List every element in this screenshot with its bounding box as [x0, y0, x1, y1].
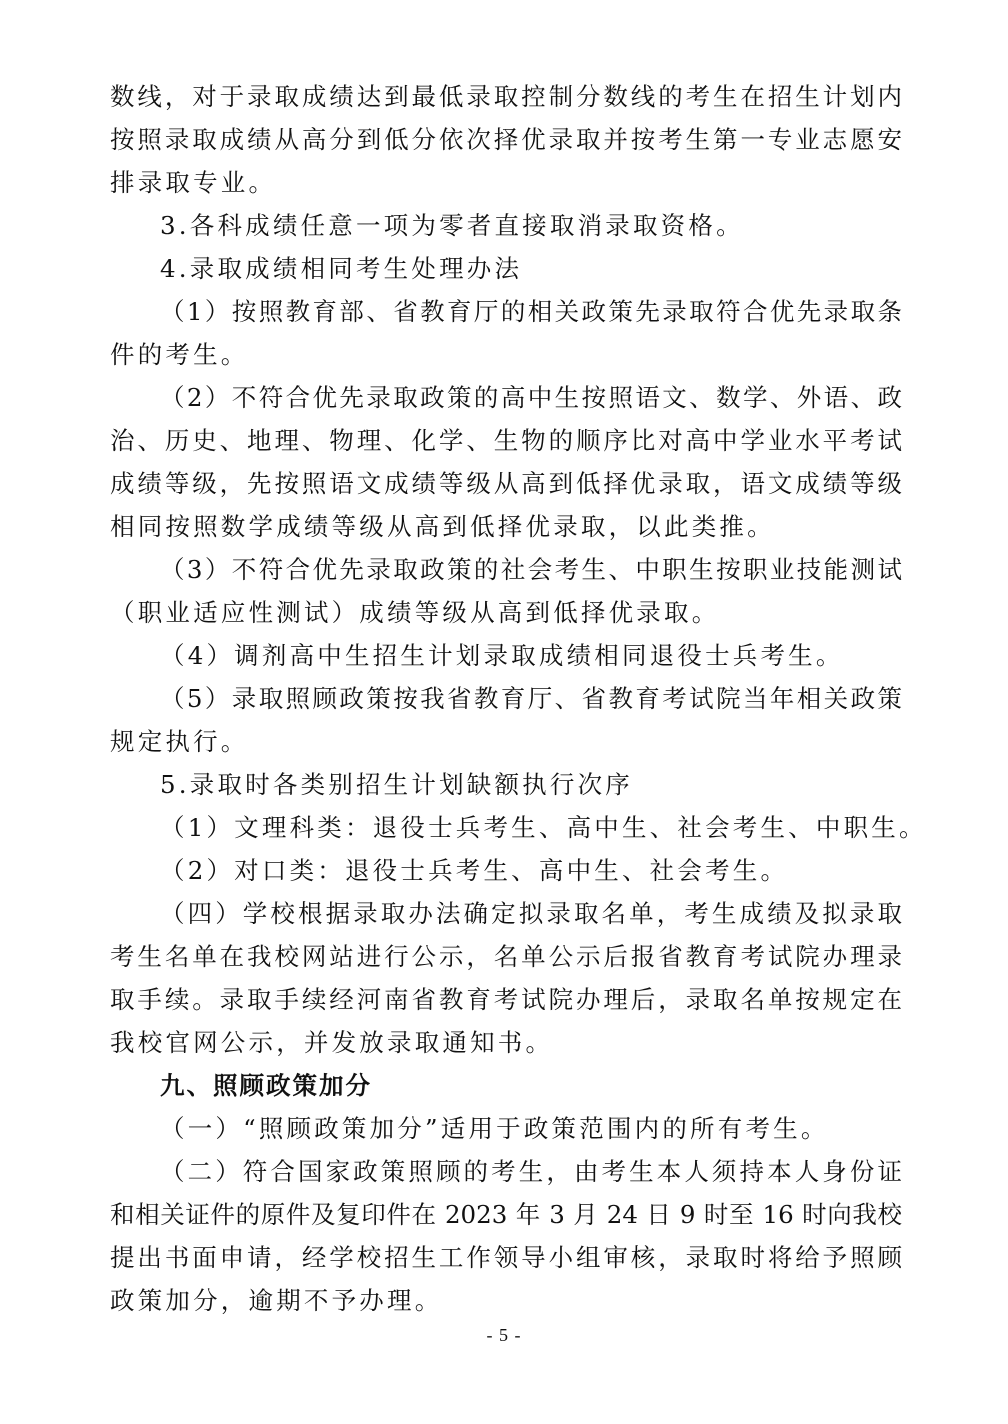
text-line: 成绩等级，先按照语文成绩等级从高到低择优录取，语文成绩等级	[110, 469, 902, 498]
text-line: （2）对口类：退役士兵考生、高中生、社会考生。	[160, 856, 789, 885]
text-line: 排录取专业。	[110, 168, 277, 197]
text-line: 规定执行。	[110, 727, 249, 756]
text-line: 5.录取时各类别招生计划缺额执行次序	[160, 770, 633, 799]
page-number: - 5 -	[486, 1325, 522, 1345]
text-line: （职业适应性测试）成绩等级从高到低择优录取。	[110, 598, 720, 627]
text-line: （四）学校根据录取办法确定拟录取名单，考生成绩及拟录取	[160, 899, 902, 928]
text-line: 数线，对于录取成绩达到最低录取控制分数线的考生在招生计划内	[110, 82, 902, 111]
text-line: 件的考生。	[110, 340, 249, 369]
text-line: 政策加分，逾期不予办理。	[110, 1286, 443, 1315]
section-heading: 九、照顾政策加分	[160, 1071, 372, 1100]
text-line: （1）文理科类：退役士兵考生、高中生、社会考生、中职生。	[160, 813, 927, 842]
text-line: （5）录取照顾政策按我省教育厅、省教育考试院当年相关政策	[160, 684, 902, 713]
text-line: 4.录取成绩相同考生处理办法	[160, 254, 523, 283]
text-line: （一）“照顾政策加分”适用于政策范围内的所有考生。	[160, 1114, 829, 1143]
text-line: （4）调剂高中生招生计划录取成绩相同退役士兵考生。	[160, 641, 844, 670]
text-line: 提出书面申请，经学校招生工作领导小组审核，录取时将给予照顾	[110, 1243, 902, 1272]
text-line: 相同按照数学成绩等级从高到低择优录取，以此类推。	[110, 512, 775, 541]
text-line: 考生名单在我校网站进行公示，名单公示后报省教育考试院办理录	[110, 942, 902, 971]
text-line: （3）不符合优先录取政策的社会考生、中职生按职业技能测试	[160, 555, 902, 584]
text-line: （2）不符合优先录取政策的高中生按照语文、数学、外语、政	[160, 383, 902, 412]
text-line: （二）符合国家政策照顾的考生，由考生本人须持本人身份证	[160, 1157, 902, 1186]
text-line: 按照录取成绩从高分到低分依次择优录取并按考生第一专业志愿安	[110, 125, 902, 154]
text-line: 我校官网公示，并发放录取通知书。	[110, 1028, 554, 1057]
text-line: 3.各科成绩任意一项为零者直接取消录取资格。	[160, 211, 744, 240]
text-line: 和相关证件的原件及复印件在 2023 年 3 月 24 日 9 时至 16 时向我校	[110, 1200, 902, 1229]
text-line: （1）按照教育部、省教育厅的相关政策先录取符合优先录取条	[160, 297, 902, 326]
text-line: 治、历史、地理、物理、化学、生物的顺序比对高中学业水平考试	[110, 426, 902, 455]
text-line: 取手续。录取手续经河南省教育考试院办理后，录取名单按规定在	[110, 985, 902, 1014]
